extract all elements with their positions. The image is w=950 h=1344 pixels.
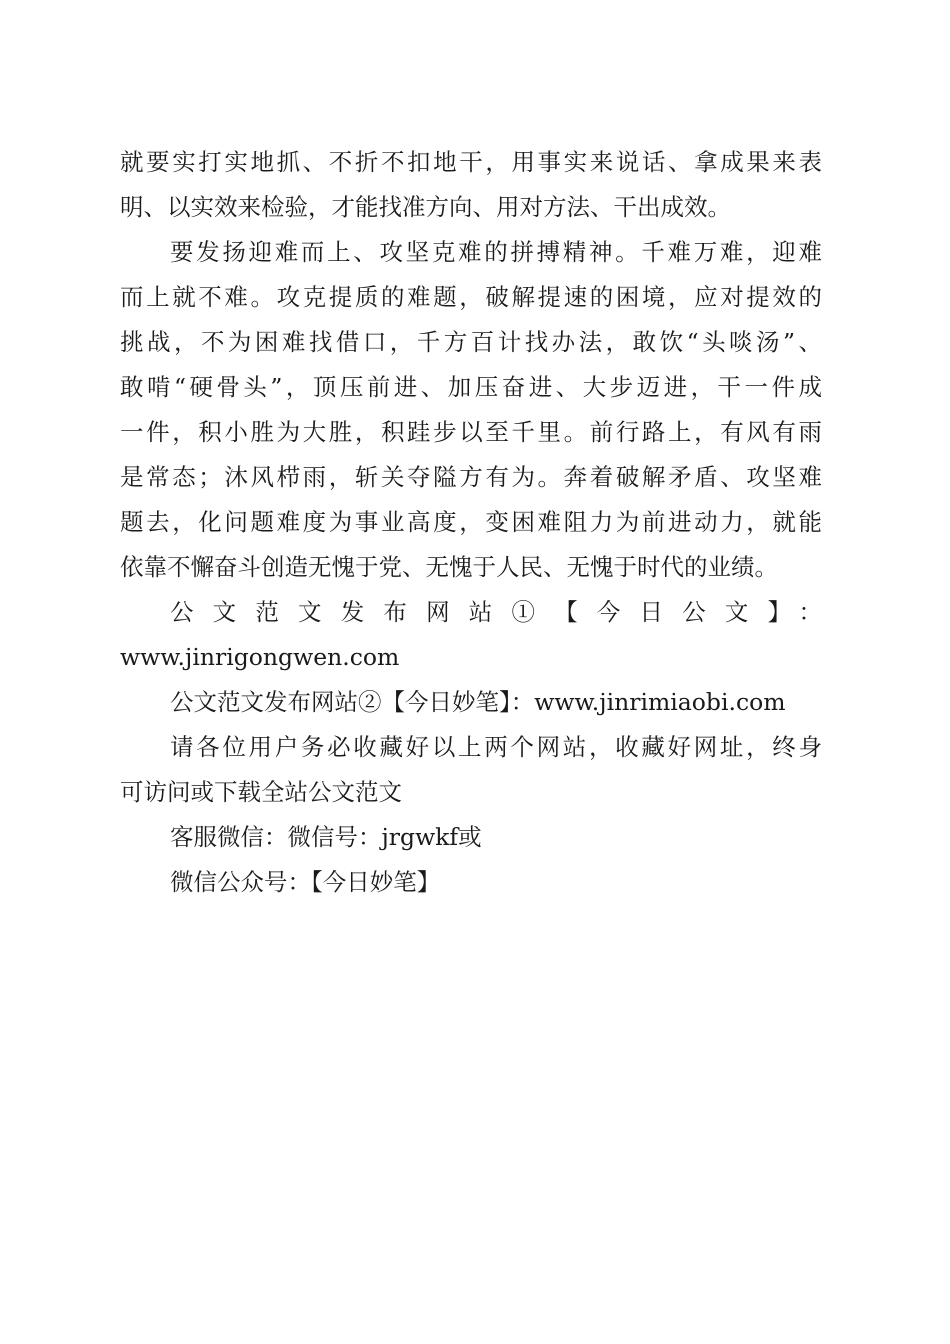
wechat-public-account: 微信公众号：【今日妙笔】: [170, 868, 441, 896]
site1-label: 公文范文发布网站①【今日公文】：: [170, 598, 822, 626]
text-line: 要发扬迎难而上、攻坚克难的拼搏精神。千难万难，迎难: [170, 238, 822, 266]
text-line: 是常态；沐风栉雨，斩关夺隘方有为。奔着破解矛盾、攻坚难: [120, 463, 822, 491]
paragraph-implementation: [120, 140, 822, 230]
site1-link[interactable]: www.jinrigongwen.com: [120, 643, 400, 671]
text-line: 明、以实效来检验，才能找准方向、用对方法、干出成效。: [120, 193, 731, 221]
site2-line: [120, 680, 822, 725]
text-line: 而上就不难。攻克提质的难题，破解提速的困境，应对提效的: [120, 283, 822, 311]
text-line: 就要实打实地抓、不折不扣地干，用事实来说话、拿成果来表: [120, 148, 822, 176]
notice-text: 请各位用户务必收藏好以上两个网站，收藏好网址，终身: [170, 733, 822, 761]
document-page: [120, 140, 822, 905]
notice-text: 可访问或下载全站公文范文: [120, 778, 402, 806]
site2-label: 公文范文发布网站②【今日妙笔】：: [170, 688, 535, 716]
text-line: 一件，积小胜为大胜，积跬步以至千里。前行路上，有风有雨: [120, 418, 822, 446]
text-line: 题去，化问题难度为事业高度，变困难阻力为前进动力，就能: [120, 508, 822, 536]
paragraph-spirit: [120, 230, 822, 590]
service-suffix: 或: [458, 823, 482, 851]
text-line: 依靠不懈奋斗创造无愧于党、无愧于人民、无愧于时代的业绩。: [120, 553, 778, 581]
wechat-id: jrgwkf: [381, 823, 459, 851]
text-line: 敢啃“硬骨头”，顶压前进、加压奋进、大步迈进，干一件成: [120, 373, 822, 401]
service-label: 客服微信：微信号：: [170, 823, 382, 851]
footer-notice: [120, 590, 822, 905]
text-line: 挑战，不为困难找借口，千方百计找办法，敢饮“头啖汤”、: [120, 328, 822, 356]
customer-service-line: [120, 815, 822, 860]
site2-link[interactable]: www.jinrimiaobi.com: [534, 688, 786, 716]
